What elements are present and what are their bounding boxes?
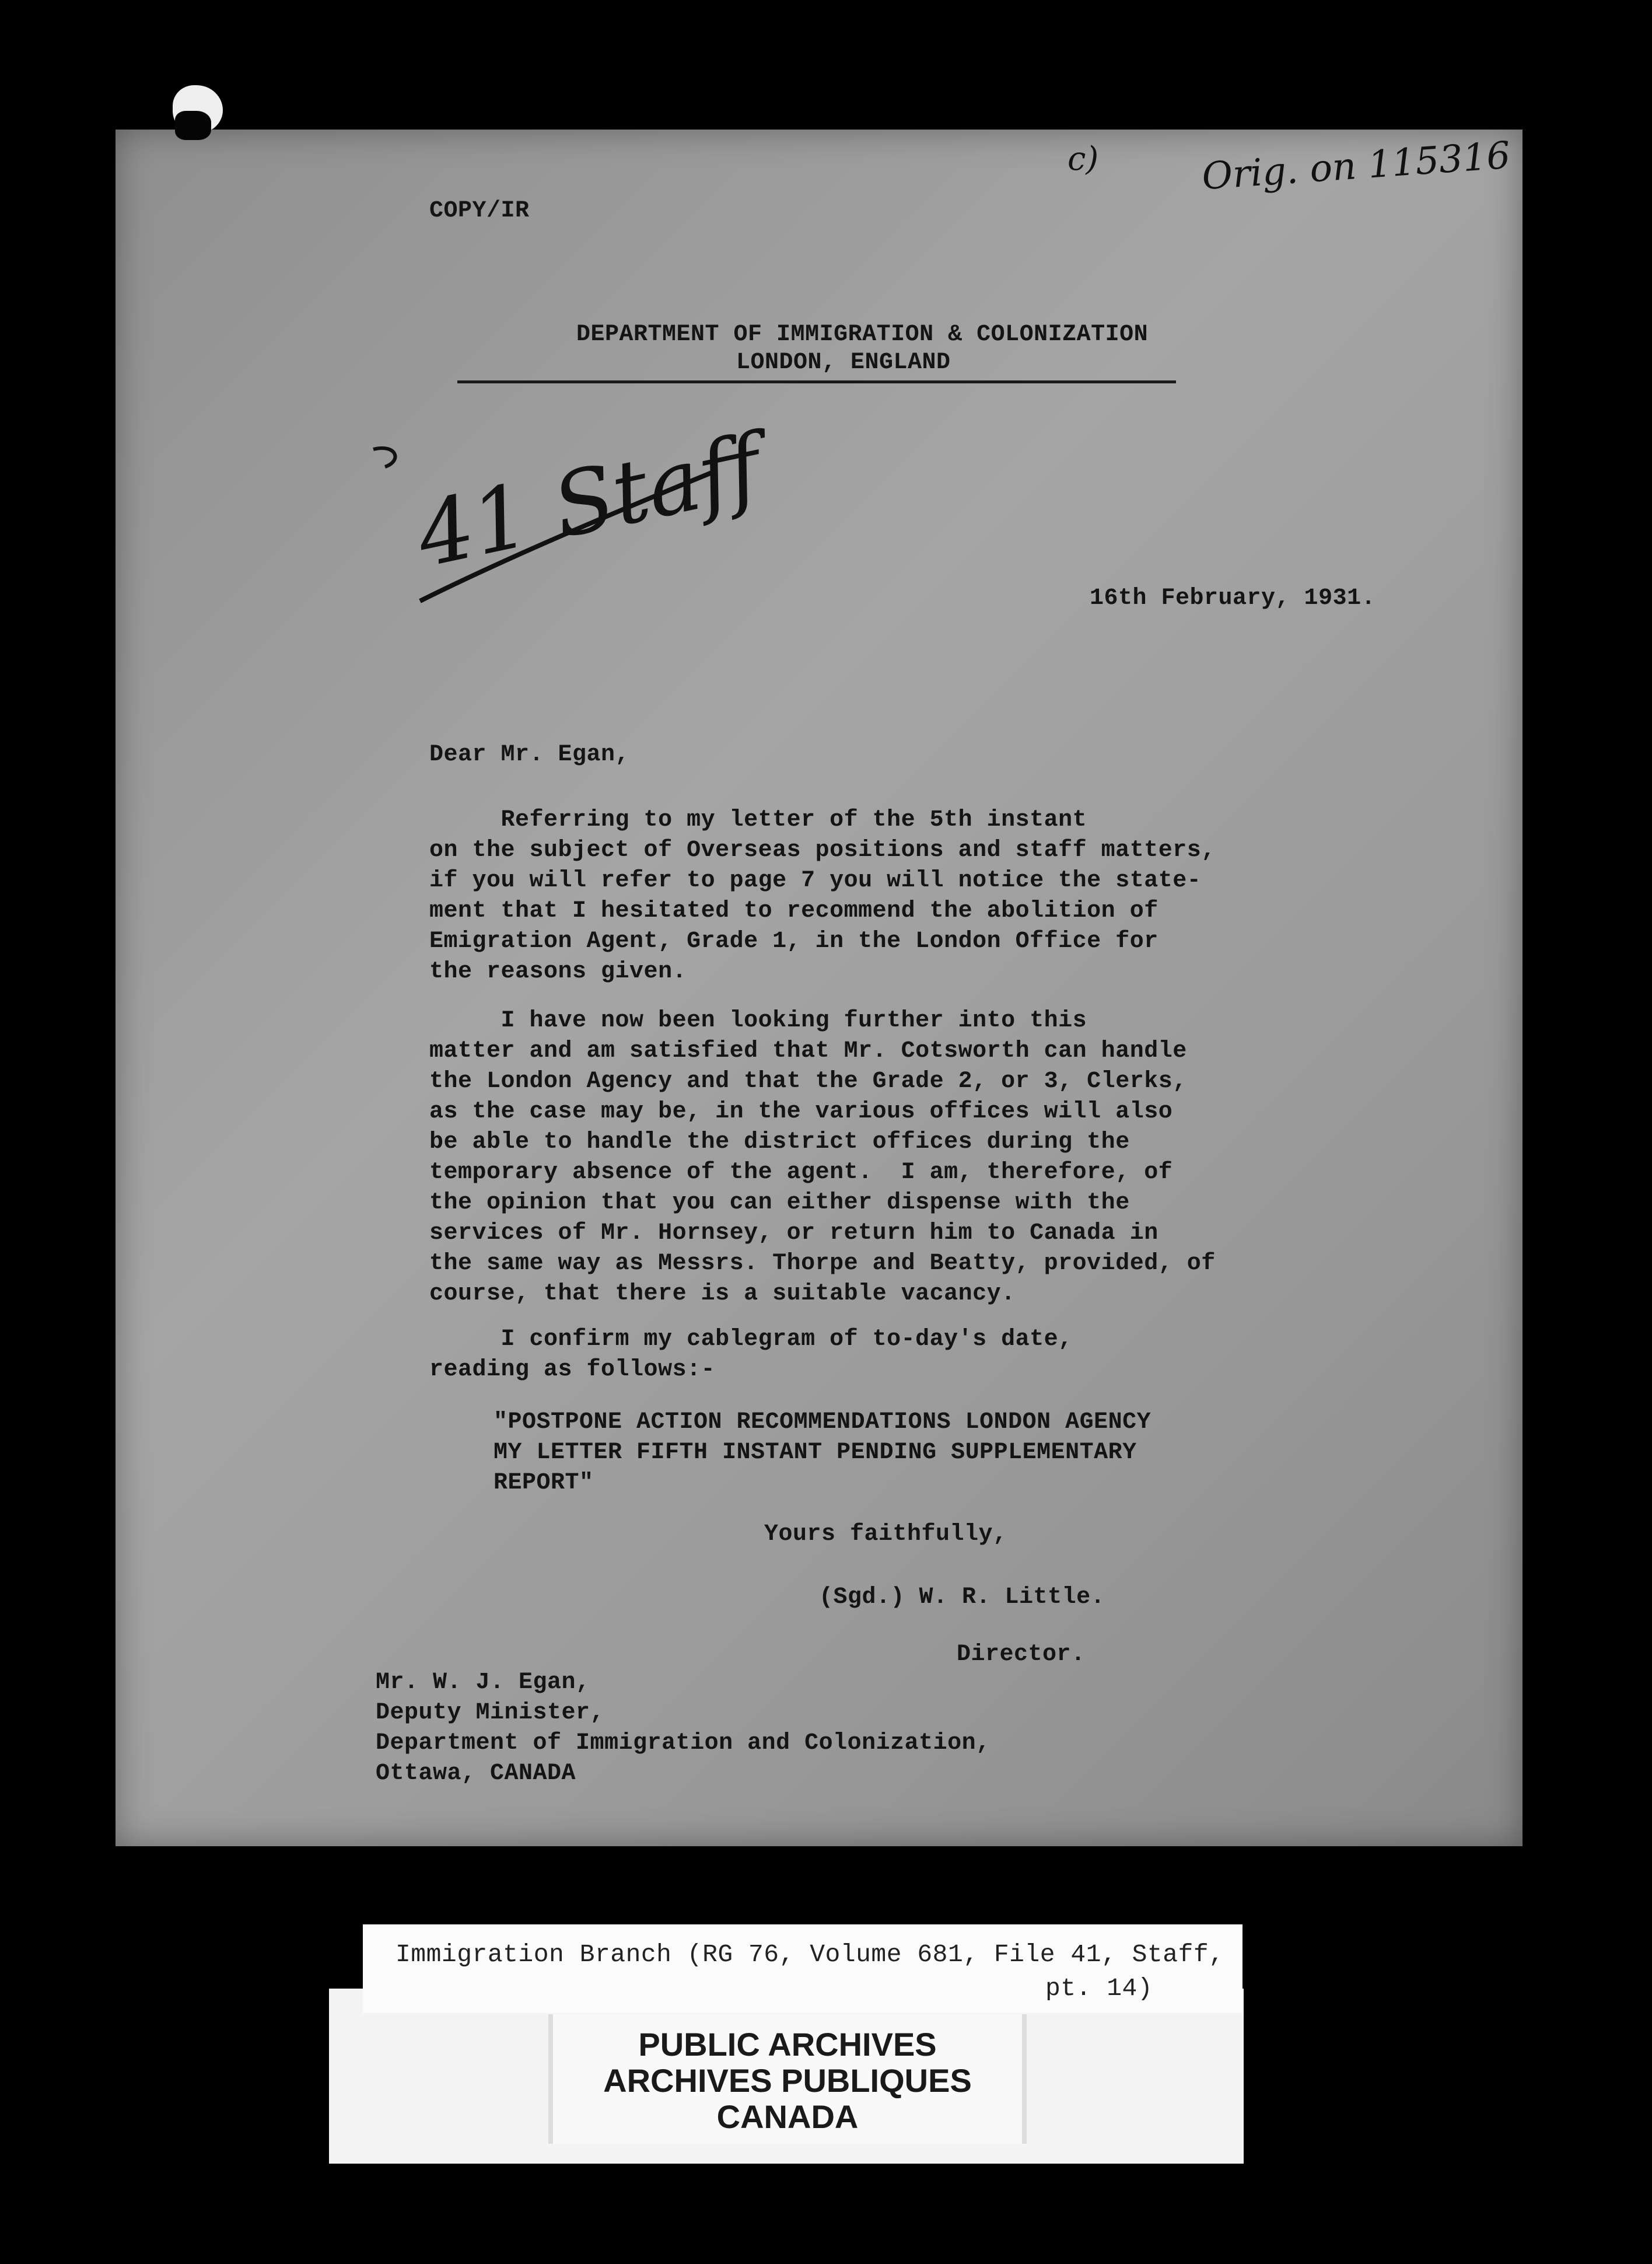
handwritten-file-mark	[362, 415, 771, 601]
letterhead-rule	[457, 380, 1176, 383]
para2-line: matter and am satisfied that Mr. Cotsworth can handle	[429, 1038, 1187, 1064]
para2-line: services of Mr. Hornsey, or return him to Canada in	[429, 1220, 1158, 1246]
recipient-line: Mr. W. J. Egan,	[376, 1669, 590, 1696]
para1-line: Referring to my letter of the 5th instant	[429, 807, 1087, 833]
handwritten-file-text: 41 Staff	[408, 415, 771, 588]
copy-reference: COPY/IR	[429, 198, 530, 224]
para3-line: reading as follows:-	[429, 1357, 716, 1383]
signature: (Sgd.) W. R. Little.	[819, 1584, 1105, 1610]
letterhead-line-1: DEPARTMENT OF IMMIGRATION & COLONIZATION	[576, 322, 1149, 348]
cable-line: REPORT"	[494, 1470, 594, 1496]
para1-line: ment that I hesitated to recommend the abolition of	[429, 898, 1158, 924]
archive-reference-label	[363, 1924, 1242, 2013]
para2-line: temporary absence of the agent. I am, therefore, of	[429, 1159, 1173, 1186]
stamp-line-3: CANADA	[716, 2098, 859, 2135]
letterhead-line-2: LONDON, ENGLAND	[736, 350, 951, 376]
para1-line: Emigration Agent, Grade 1, in the London Office for	[429, 928, 1158, 955]
handwritten-annotation-top: Orig. on 115316	[1200, 134, 1512, 199]
stamp-line-2: ARCHIVES PUBLIQUES	[603, 2062, 972, 2099]
letter-date: 16th February, 1931.	[1090, 585, 1376, 612]
para2-line: the opinion that you can either dispense with the	[429, 1190, 1130, 1216]
closing: Yours faithfully,	[764, 1521, 1007, 1547]
para2-line: be able to handle the district offices during the	[429, 1129, 1130, 1155]
public-archives-stamp	[548, 2014, 1027, 2144]
para1-line: if you will refer to page 7 you will notice the state-	[429, 868, 1202, 894]
archive-label-line-2: pt. 14)	[1045, 1974, 1153, 2003]
punch-hole-shadow	[175, 111, 211, 140]
para2-line: the London Agency and that the Grade 2, or 3, Clerks,	[429, 1068, 1187, 1095]
recipient-line: Department of Immigration and Colonization,	[376, 1730, 991, 1756]
recipient-line: Ottawa, CANADA	[376, 1760, 576, 1787]
para2-line: course, that there is a suitable vacancy.	[429, 1281, 1016, 1307]
recipient-line: Deputy Minister,	[376, 1700, 605, 1726]
para1-line: on the subject of Overseas positions and staff matters,	[429, 837, 1216, 864]
para1-line: the reasons given.	[429, 959, 687, 985]
cable-line: MY LETTER FIFTH INSTANT PENDING SUPPLEMENTARY	[494, 1440, 1137, 1466]
archive-label-line-1: Immigration Branch (RG 76, Volume 681, File 41, Staff,	[396, 1940, 1224, 1969]
para2-line: the same way as Messrs. Thorpe and Beatty, provided, of	[429, 1250, 1216, 1277]
handwritten-mark: c)	[1068, 140, 1099, 178]
cable-line: "POSTPONE ACTION RECOMMENDATIONS LONDON AGENCY	[494, 1409, 1152, 1435]
para2-line: I have now been looking further into this	[429, 1008, 1087, 1034]
stamp-line-1: PUBLIC ARCHIVES	[638, 2026, 937, 2063]
signer-title: Director.	[957, 1641, 1086, 1668]
salutation: Dear Mr. Egan,	[429, 742, 630, 768]
para2-line: as the case may be, in the various offices will also	[429, 1099, 1173, 1125]
para3-line: I confirm my cablegram of to-day's date,	[429, 1326, 1073, 1353]
